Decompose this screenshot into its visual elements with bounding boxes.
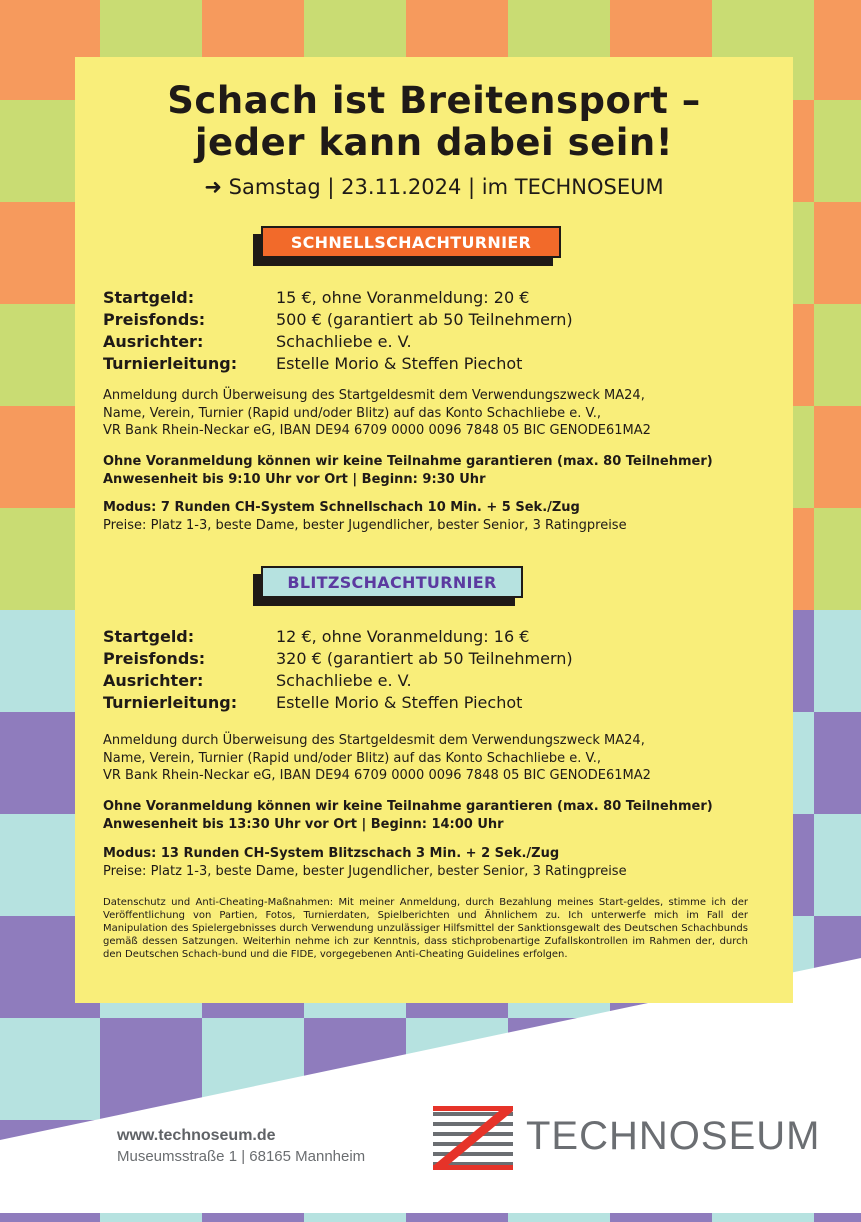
detail-label: Preisfonds:: [103, 310, 206, 329]
rapid-mode-prizes: [103, 499, 773, 534]
blitz-tournament-badge: [253, 566, 563, 606]
prizes-line: Preise: Platz 1-3, beste Dame, bester Jugendlicher, bester Senior, 3 Ratingpreise: [103, 863, 627, 879]
detail-value: Estelle Morio & Steffen Piechot: [276, 693, 523, 712]
detail-label: Startgeld:: [103, 288, 195, 307]
blitz-badge-label: BLITZSCHACHTURNIER: [261, 566, 523, 598]
rapid-tournament-badge: [253, 226, 563, 266]
technoseum-logo-icon: [433, 1106, 513, 1170]
registration-line: VR Bank Rhein-Neckar eG, IBAN DE94 6709 0000 0096 7848 05 BIC GENODE61MA2: [103, 423, 651, 438]
event-date-line: [75, 175, 793, 199]
notice-line: Anwesenheit bis 13:30 Uhr vor Ort | Beginn: 14:00 Uhr: [103, 816, 504, 832]
detail-label: Turnierleitung:: [103, 354, 238, 373]
notice-line: Ohne Voranmeldung können wir keine Teilnahme garantieren (max. 80 Teilnehmer): [103, 799, 713, 814]
detail-label: Startgeld:: [103, 627, 195, 646]
website-link[interactable]: www.technoseum.de: [117, 1127, 276, 1144]
detail-value: 320 € (garantiert ab 50 Teilnehmern): [276, 649, 573, 668]
detail-label: Turnierleitung:: [103, 693, 238, 712]
prizes-line: Preise: Platz 1-3, beste Dame, bester Jugendlicher, bester Senior, 3 Ratingpreise: [103, 517, 627, 533]
event-date-text: Samstag | 23.11.2024 | im TECHNOSEUM: [228, 175, 664, 199]
address-text: Museumsstraße 1 | 68165 Mannheim: [117, 1148, 366, 1165]
detail-label: Preisfonds:: [103, 649, 206, 668]
mode-line: Modus: 7 Runden CH-System Schnellschach 10 Min. + 5 Sek./Zug: [103, 500, 580, 515]
technoseum-logo-text: TECHNOSEUM: [526, 1114, 821, 1158]
detail-value: Schachliebe e. V.: [276, 332, 412, 351]
registration-line: Anmeldung durch Überweisung des Startgeldesmit dem Verwendungszweck MA24,: [103, 388, 645, 403]
right-arrow-icon: ➜: [204, 175, 222, 199]
detail-label: Ausrichter:: [103, 332, 204, 351]
detail-value: Estelle Morio & Steffen Piechot: [276, 354, 523, 373]
blitz-registration: [103, 732, 773, 785]
rapid-details: [103, 288, 763, 373]
headline-line-2: jeder kann dabei sein!: [194, 121, 674, 164]
content-panel: [75, 57, 793, 1003]
registration-line: Name, Verein, Turnier (Rapid und/oder Blitz) auf das Konto Schachliebe e. V.,: [103, 750, 602, 766]
mode-line: Modus: 13 Runden CH-System Blitzschach 3 Min. + 2 Sek./Zug: [103, 846, 560, 861]
headline-line-1: Schach ist Breitensport –: [167, 79, 701, 122]
detail-label: Ausrichter:: [103, 671, 204, 690]
blitz-details: [103, 627, 763, 712]
notice-line: Ohne Voranmeldung können wir keine Teilnahme garantieren (max. 80 Teilnehmer): [103, 454, 713, 469]
detail-value: Schachliebe e. V.: [276, 671, 412, 690]
detail-value: 500 € (garantiert ab 50 Teilnehmern): [276, 310, 573, 329]
notice-line: Anwesenheit bis 9:10 Uhr vor Ort | Beginn: 9:30 Uhr: [103, 471, 486, 487]
registration-line: Anmeldung durch Überweisung des Startgeldesmit dem Verwendungszweck MA24,: [103, 733, 645, 748]
registration-line: VR Bank Rhein-Neckar eG, IBAN DE94 6709 0000 0096 7848 05 BIC GENODE61MA2: [103, 768, 651, 783]
blitz-notice: [103, 798, 773, 833]
rapid-notice: [103, 453, 773, 488]
registration-line: Name, Verein, Turnier (Rapid und/oder Blitz) auf das Konto Schachliebe e. V.,: [103, 405, 602, 421]
disclaimer-text: Datenschutz und Anti-Cheating-Maßnahmen: Mit meiner Anmeldung, durch Bezahlung meines Start-geldes, stimme ich der Veröffentlichung von Partien, Fotos, Turnierdaten, Spielberichten und Ähnlichem zu. Ich unterwerfe mich im Fall der Manipulation des Spielergebnisses durch Verwendung unzulässiger Hilfsmittel der Sanktionsgewalt des Deutschen Schachbunds gemäß dessen Satzungen. Weiterhin nehme ich zur Kenntnis, dass stichprobenartige Zufallskontrollen im Rahmen der, durch den Deutschen Schach-bund und die FIDE, vorgegebenen Anti-Cheating Guidelines erfolgen.: [103, 897, 748, 960]
detail-value: 12 €, ohne Voranmeldung: 16 €: [276, 627, 530, 646]
rapid-badge-label: SCHNELLSCHACHTURNIER: [261, 226, 561, 258]
detail-value: 15 €, ohne Voranmeldung: 20 €: [276, 288, 530, 307]
rapid-registration: [103, 387, 773, 440]
blitz-mode-prizes: [103, 845, 773, 880]
